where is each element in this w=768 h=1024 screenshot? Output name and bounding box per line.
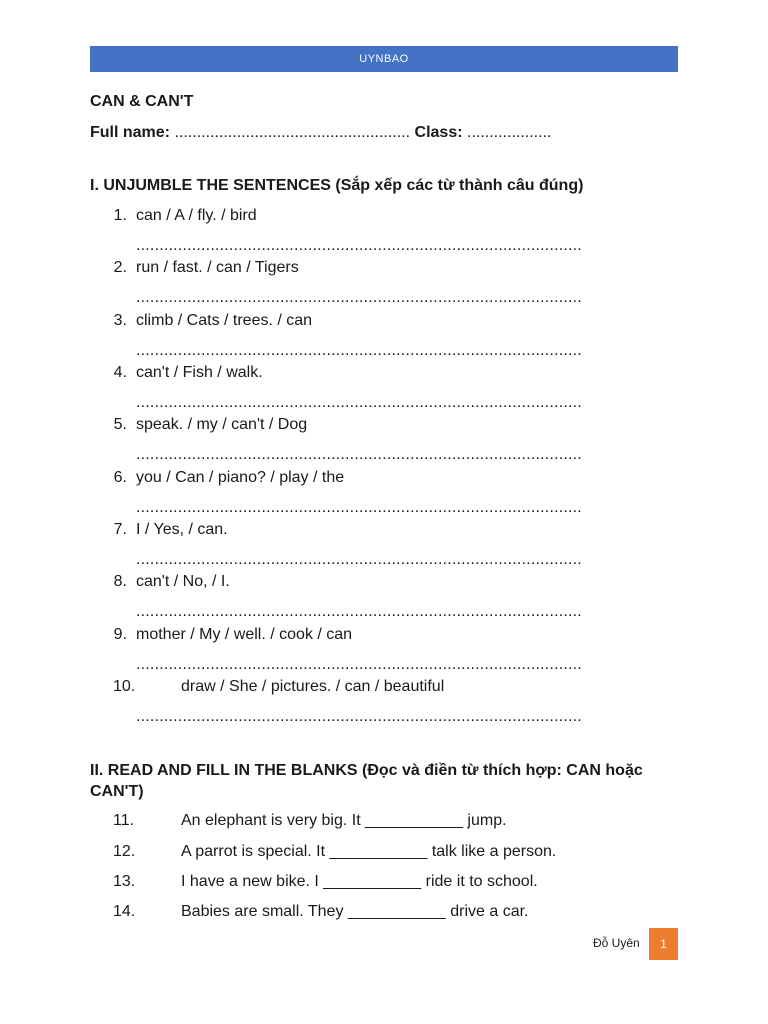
item-number: 10. [113, 678, 136, 695]
answer-line: ................................................................................................ [136, 603, 582, 620]
item-number: 6. [113, 469, 127, 486]
jumbled-sentence: I / Yes, / can. [136, 521, 228, 538]
jumbled-sentence: draw / She / pictures. / can / beautiful [181, 678, 445, 695]
worksheet-title: CAN & CAN'T [90, 93, 194, 110]
fill-blank-sentence: An elephant is very big. It ___________ jump. [181, 812, 507, 829]
jumbled-sentence: can't / Fish / walk. [136, 364, 263, 381]
item-number: 1. [113, 207, 127, 224]
answer-line: ................................................................................................ [136, 289, 582, 306]
section1-heading: I. UNJUMBLE THE SENTENCES (Sắp xếp các từ thành câu đúng) [90, 177, 584, 194]
header-bar [90, 46, 678, 72]
answer-line: ................................................................................................ [136, 499, 582, 516]
jumbled-sentence: can't / No, / I. [136, 573, 230, 590]
fill-blank-sentence: A parrot is special. It ___________ talk like a person. [181, 843, 557, 860]
fullname-blank: ..................................................... [170, 124, 415, 141]
footer-author: Đỗ Uyên [593, 936, 640, 950]
jumbled-sentence: mother / My / well. / cook / can [136, 626, 353, 643]
item-number: 12. [113, 843, 136, 860]
fullname-label: Full name: [90, 124, 171, 141]
item-number: 7. [113, 521, 127, 538]
item-number: 13. [113, 873, 136, 890]
item-number: 8. [113, 573, 127, 590]
class-label: Class: [414, 124, 463, 141]
item-number: 9. [113, 626, 127, 643]
class-blank: ................... [462, 124, 552, 141]
fill-blank-sentence: Babies are small. They ___________ drive a car. [181, 903, 529, 920]
jumbled-sentence: speak. / my / can't / Dog [136, 416, 308, 433]
header-text: UYNBAO [359, 53, 409, 65]
answer-line: ................................................................................................ [136, 656, 582, 673]
jumbled-sentence: run / fast. / can / Tigers [136, 259, 299, 276]
item-number: 3. [113, 312, 127, 329]
answer-line: ................................................................................................ [136, 551, 582, 568]
answer-line: ................................................................................................ [136, 394, 582, 411]
answer-line: ................................................................................................ [136, 708, 582, 725]
item-number: 11. [113, 812, 135, 829]
jumbled-sentence: can / A / fly. / bird [136, 207, 257, 224]
answer-line: ................................................................................................ [136, 446, 582, 463]
item-number: 4. [113, 364, 127, 381]
item-number: 14. [113, 903, 136, 920]
student-info-line [90, 124, 551, 142]
item-number: 2. [113, 259, 127, 276]
page-number: 1 [649, 928, 678, 960]
section2-heading: II. READ AND FILL IN THE BLANKS (Đọc và điền từ thích hợp: CAN hoặc CAN'T) [90, 762, 643, 800]
jumbled-sentence: climb / Cats / trees. / can [136, 312, 313, 329]
item-number: 5. [113, 416, 127, 433]
answer-line: ................................................................................................ [136, 342, 582, 359]
jumbled-sentence: you / Can / piano? / play / the [136, 469, 345, 486]
fill-blank-sentence: I have a new bike. I ___________ ride it to school. [181, 873, 538, 890]
answer-line: ................................................................................................ [136, 237, 582, 254]
